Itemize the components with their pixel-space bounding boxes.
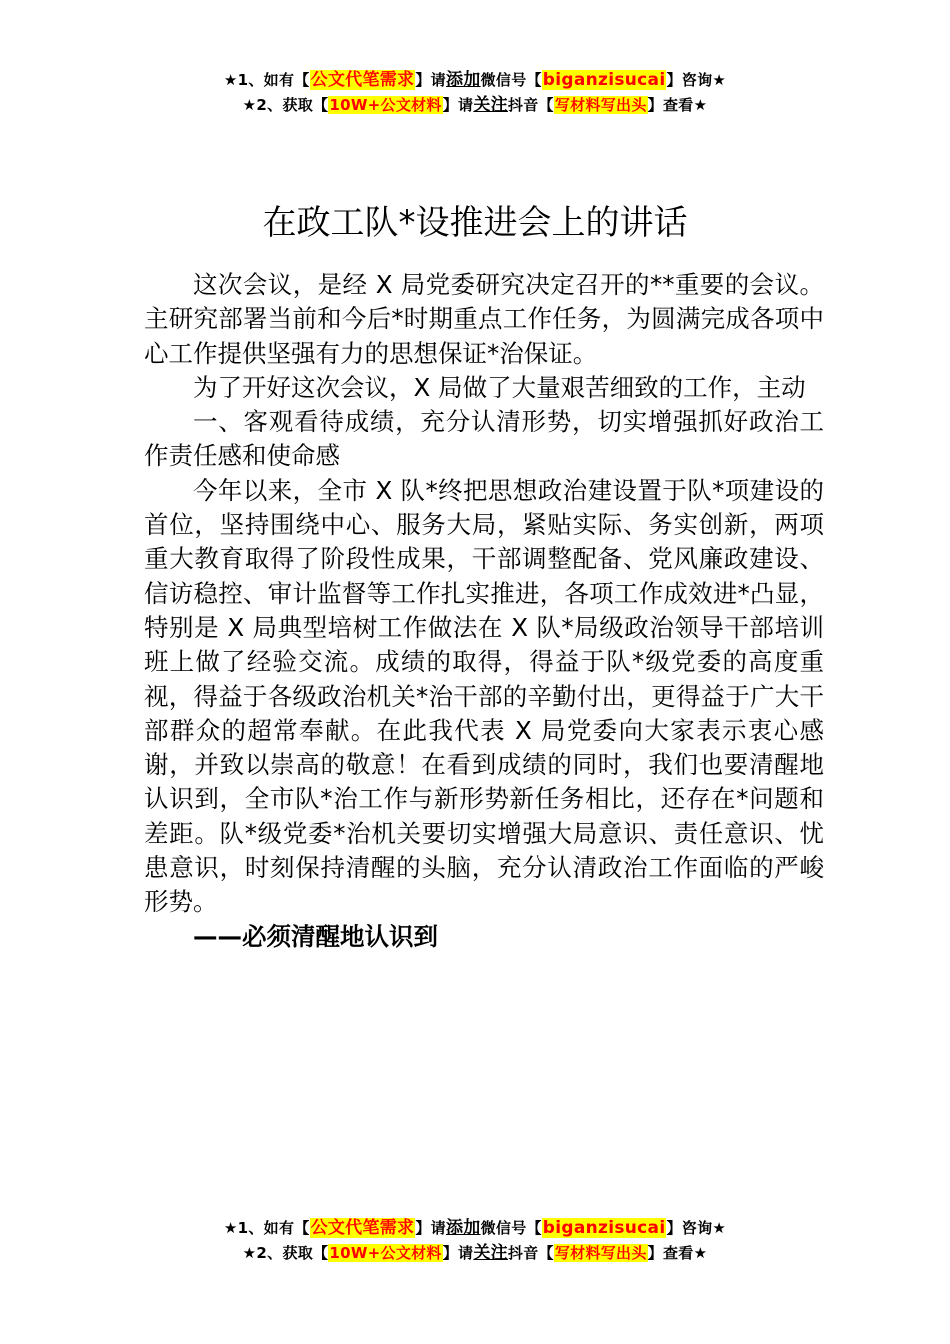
promo-line-2 xyxy=(0,1241,950,1266)
promo-text: 微信号【 xyxy=(480,1219,542,1237)
promo-highlight-wechat-id: biganzisucai xyxy=(542,70,666,90)
paragraph-intro: 这次会议，是经 X 局党委研究决定召开的**重要的会议。主研究部署当前和今后*时期重点工作任务，为圆满完成各项中心工作提供坚强有力的思想保证*治保证。 xyxy=(144,270,824,368)
promo-text: 】请 xyxy=(415,1219,446,1237)
subheading-bold: ——必须清醒地认识到 xyxy=(193,921,438,951)
promo-text: 抖音【 xyxy=(507,96,554,114)
promo-banner-top xyxy=(0,68,950,118)
promo-underlined: 添加 xyxy=(445,1218,481,1238)
document-title: 在政工队*设推进会上的讲话 xyxy=(262,202,688,243)
promo-text: 】咨询★ xyxy=(666,71,727,89)
promo-highlight: 公文代笔需求 xyxy=(310,70,415,90)
promo-line-1 xyxy=(0,68,950,93)
document-body xyxy=(144,268,824,954)
promo-highlight: 10W+公文材料 xyxy=(329,1244,442,1262)
promo-text: ★2、获取【 xyxy=(242,1244,329,1262)
promo-line-1 xyxy=(0,1216,950,1241)
promo-highlight-douyin: 写材料写出头 xyxy=(554,1244,647,1262)
promo-underlined: 关注 xyxy=(473,1243,508,1263)
promo-banner-bottom xyxy=(0,1216,950,1266)
promo-text: 】请 xyxy=(415,71,446,89)
promo-highlight-douyin: 写材料写出头 xyxy=(554,96,647,114)
promo-text: 】请 xyxy=(442,1244,474,1262)
promo-underlined: 添加 xyxy=(445,70,481,90)
promo-line-2 xyxy=(0,93,950,118)
promo-text: 】请 xyxy=(442,96,474,114)
promo-text: 】查看★ xyxy=(647,1244,708,1262)
promo-text: 抖音【 xyxy=(507,1244,554,1262)
promo-highlight: 公文代笔需求 xyxy=(310,1218,415,1238)
promo-underlined: 关注 xyxy=(473,95,508,115)
promo-text: 】查看★ xyxy=(647,96,708,114)
promo-text: ★2、获取【 xyxy=(242,96,329,114)
section-heading-1: 一、客观看待成绩，充分认清形势，切实增强抓好政治工作责任感和使命感 xyxy=(144,407,824,471)
promo-text: ★1、如有【 xyxy=(223,71,310,89)
promo-highlight-wechat-id: biganzisucai xyxy=(542,1218,666,1238)
paragraph-achievements: 今年以来，全市 X 队*终把思想政治建设置于队*项建设的首位，坚持围绕中心、服务大局，紧贴实际、务实创新，两项重大教育取得了阶段性成果，干部调整配备、党风廉政建设、信访稳控、审计监督等工作扎实推进，各项工作成效进*凸显，特别是 X 局典型培树工作做法在 X 队*局级政治领导干部培训班上做了经验交流。成绩的取得，得益于队*级党委的高度重视，得益于各级政治机关*治干部的辛勤付出，更得益于广大干部群众的超常奉献。在此我代表 X 局党委向大家表示衷心感谢，并致以崇高的敬意！在看到成绩的同时，我们也要清醒地认识到，全市队*治工作与新形势新任务相比，还存在*问题和差距。队*级党委*治机关要切实增强大局意识、责任意识、忧患意识，时刻保持清醒的头脑，充分认清政治工作面临的严峻形势。 xyxy=(144,475,824,917)
promo-highlight: 10W+公文材料 xyxy=(329,96,442,114)
promo-text: ★1、如有【 xyxy=(223,1219,310,1237)
promo-text: 微信号【 xyxy=(480,71,542,89)
promo-text: 】咨询★ xyxy=(666,1219,727,1237)
paragraph-preparation: 为了开好这次会议，X 局做了大量艰苦细致的工作，主动 xyxy=(193,372,806,402)
